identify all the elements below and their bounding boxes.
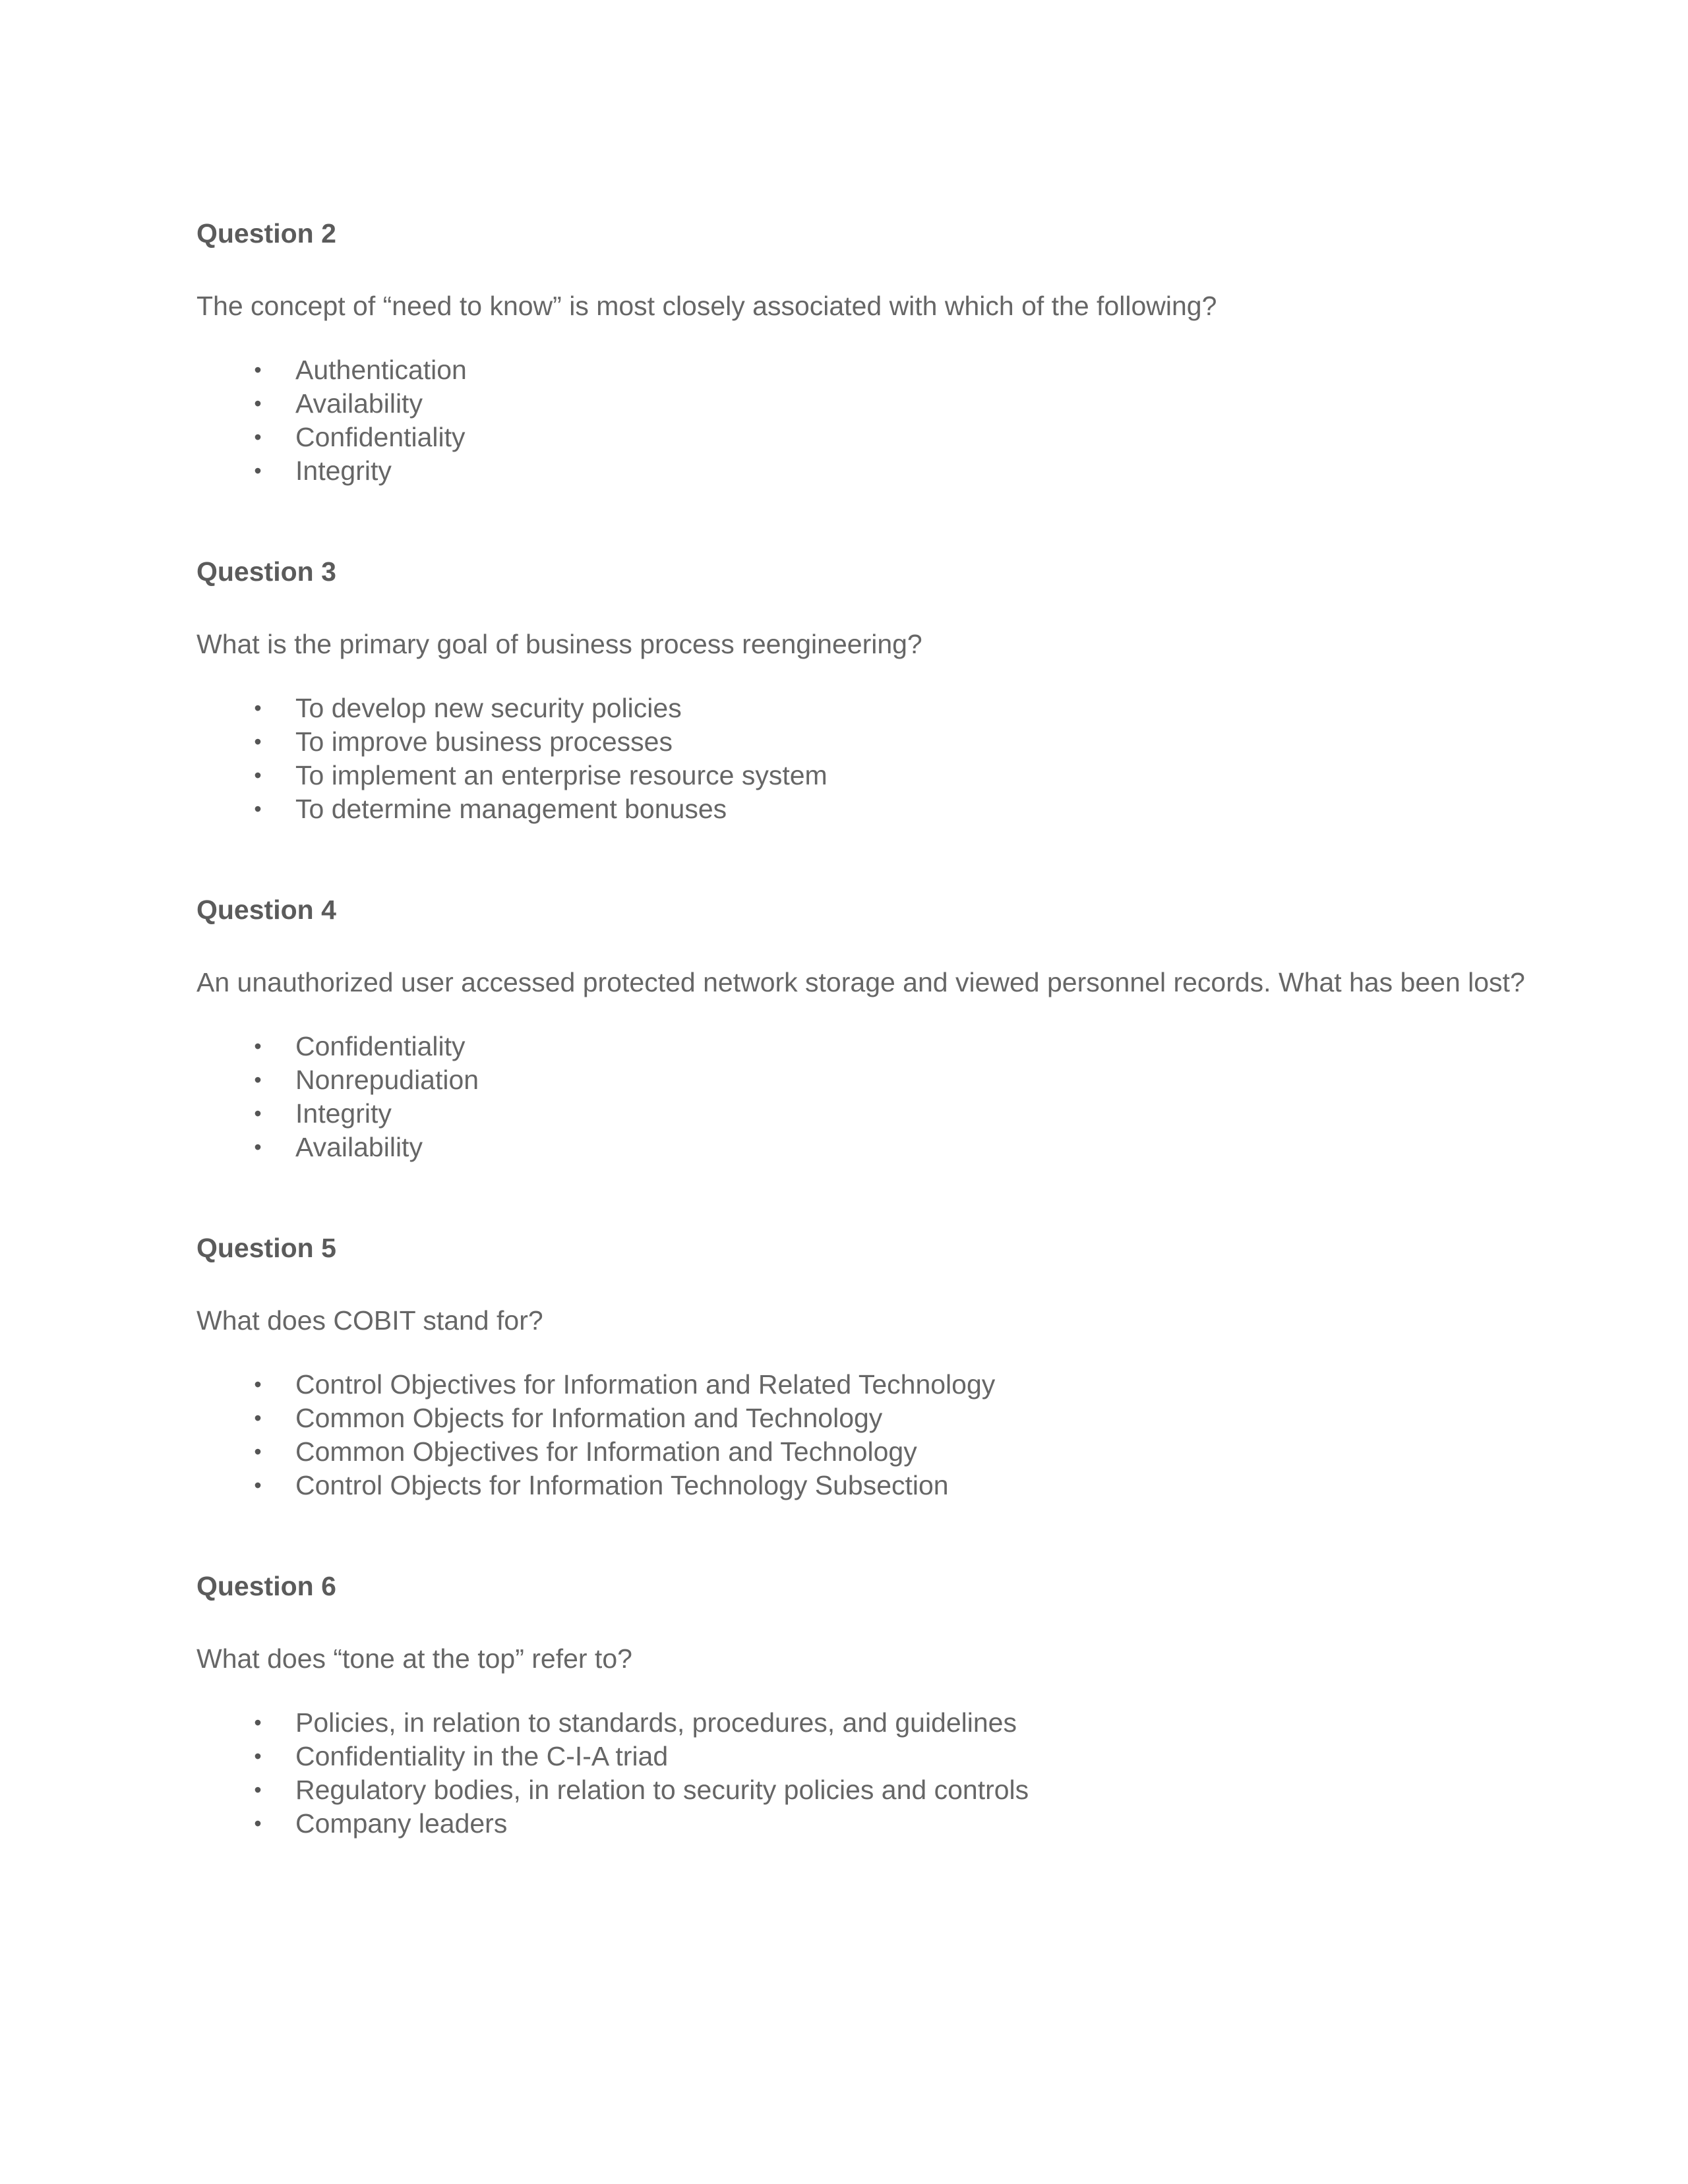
bullet-icon: • [254, 1440, 262, 1463]
bullet-icon: • [254, 1135, 262, 1159]
answer-options [196, 1368, 1542, 1502]
bullet-icon: • [254, 1372, 262, 1396]
answer-option [196, 1807, 1542, 1841]
answer-option-label: To determine management bonuses [295, 794, 727, 824]
bullet-icon: • [254, 1034, 262, 1058]
answer-option [196, 1402, 1542, 1435]
answer-option-label: Policies, in relation to standards, procedures, and guidelines [295, 1707, 1017, 1738]
answer-option-label: Control Objects for Information Technology Subsection [295, 1470, 949, 1500]
answer-option-label: Nonrepudiation [295, 1065, 479, 1095]
question-block [196, 1232, 1542, 1502]
bullet-icon: • [254, 392, 262, 415]
bullet-icon: • [254, 1711, 262, 1734]
bullet-icon: • [254, 459, 262, 483]
question-text: What is the primary goal of business process reengineering? [196, 629, 922, 659]
answer-option [196, 454, 1542, 488]
answer-option-label: Regulatory bodies, in relation to security policies and controls [295, 1775, 1029, 1805]
question-title: Question 3 [196, 556, 336, 587]
answer-option [196, 792, 1542, 826]
question-title: Question 6 [196, 1571, 336, 1601]
bullet-icon: • [254, 1406, 262, 1430]
answer-option [196, 692, 1542, 725]
answer-option [196, 353, 1542, 387]
bullet-icon: • [254, 763, 262, 787]
answer-option-label: Confidentiality in the C-I-A triad [295, 1741, 669, 1771]
question-text: An unauthorized user accessed protected network storage and viewed personnel records. What has been lost? [196, 967, 1525, 997]
bullet-icon: • [254, 1473, 262, 1497]
question-text: The concept of “need to know” is most closely associated with which of the following? [196, 291, 1217, 321]
answer-option-label: Confidentiality [295, 422, 466, 452]
answer-options [196, 692, 1542, 826]
answer-option-label: Availability [295, 1132, 423, 1162]
answer-options [196, 1030, 1542, 1164]
answer-options [196, 1706, 1542, 1841]
answer-option [196, 1706, 1542, 1740]
bullet-icon: • [254, 1068, 262, 1092]
answer-option [196, 1097, 1542, 1131]
answer-option-label: To develop new security policies [295, 693, 682, 723]
answer-option-label: Availability [295, 388, 423, 419]
answer-option-label: Common Objectives for Information and Technology [295, 1436, 917, 1467]
answer-option-label: Company leaders [295, 1808, 508, 1839]
answer-option [196, 1131, 1542, 1164]
answer-option-label: To improve business processes [295, 726, 673, 757]
bullet-icon: • [254, 425, 262, 449]
answer-option-label: To implement an enterprise resource system [295, 760, 828, 790]
answer-option [196, 1740, 1542, 1773]
question-block [196, 1570, 1542, 1841]
answer-option [196, 1773, 1542, 1807]
answer-option-label: Authentication [295, 355, 467, 385]
answer-option [196, 1469, 1542, 1502]
question-block [196, 556, 1542, 826]
bullet-icon: • [254, 1778, 262, 1802]
answer-option [196, 1368, 1542, 1402]
answer-option [196, 725, 1542, 759]
document-page [196, 218, 1542, 1908]
question-block [196, 218, 1542, 488]
answer-option-label: Integrity [295, 456, 392, 486]
answer-option-label: Control Objectives for Information and Related Technology [295, 1369, 996, 1400]
bullet-icon: • [254, 1744, 262, 1768]
answer-option [196, 1063, 1542, 1097]
answer-options [196, 353, 1542, 488]
answer-option [196, 387, 1542, 421]
bullet-icon: • [254, 1102, 262, 1125]
bullet-icon: • [254, 730, 262, 753]
bullet-icon: • [254, 358, 262, 382]
bullet-icon: • [254, 797, 262, 821]
question-title: Question 4 [196, 895, 336, 925]
question-text: What does “tone at the top” refer to? [196, 1643, 632, 1674]
answer-option [196, 759, 1542, 792]
answer-option-label: Common Objects for Information and Technology [295, 1403, 883, 1433]
bullet-icon: • [254, 696, 262, 720]
question-title: Question 2 [196, 218, 336, 249]
answer-option-label: Confidentiality [295, 1031, 466, 1061]
question-text: What does COBIT stand for? [196, 1305, 543, 1336]
bullet-icon: • [254, 1812, 262, 1835]
question-block [196, 894, 1542, 1164]
answer-option [196, 1435, 1542, 1469]
answer-option [196, 1030, 1542, 1063]
question-title: Question 5 [196, 1233, 336, 1263]
answer-option-label: Integrity [295, 1098, 392, 1129]
answer-option [196, 421, 1542, 454]
